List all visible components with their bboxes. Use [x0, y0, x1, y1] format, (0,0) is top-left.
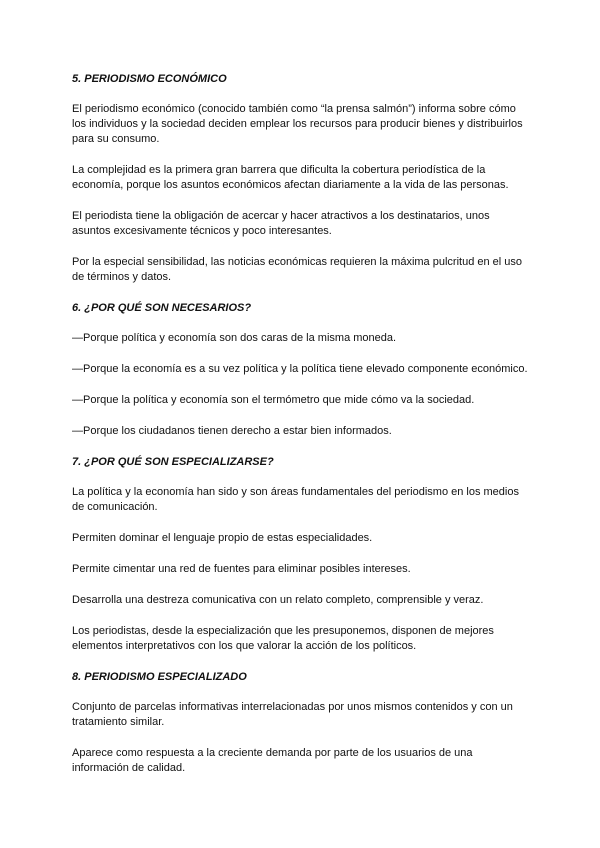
section-por-que-especializarse [72, 455, 528, 654]
paragraph: Los periodistas, desde la especialización que les presuponemos, disponen de mejores elementos interpretativos con los que valorar la acción de los políticos. [72, 625, 494, 652]
section-periodismo-economico [72, 72, 528, 285]
paragraph: La complejidad es la primera gran barrera que dificulta la cobertura periodística de la economía, porque los asuntos económicos afectan diariamente a la vida de las personas. [72, 164, 509, 191]
paragraph: Permiten dominar el lenguaje propio de estas especialidades. [72, 532, 373, 544]
paragraph: Por la especial sensibilidad, las noticias económicas requieren la máxima pulcritud en el uso de términos y datos. [72, 256, 523, 283]
paragraph: Permite cimentar una red de fuentes para eliminar posibles intereses. [72, 563, 411, 575]
paragraph: El periodista tiene la obligación de acercar y hacer atractivos a los destinatarios, unos asuntos excesivamente técnicos y poco interesantes. [72, 210, 490, 237]
list-item: —Porque la economía es a su vez política y la política tiene elevado componente económico. [72, 363, 528, 375]
list-item: —Porque política y economía son dos caras de la misma moneda. [72, 332, 397, 344]
section-heading: 5. PERIODISMO ECONÓMICO [72, 73, 227, 85]
paragraph: La política y la economía han sido y son áreas fundamentales del periodismo en los medios de comunicación. [72, 486, 519, 513]
paragraph: Desarrolla una destreza comunicativa con un relato completo, comprensible y veraz. [72, 594, 484, 606]
section-periodismo-especializado [72, 670, 528, 776]
section-por-que-son-necesarios [72, 301, 528, 439]
paragraph: El periodismo económico (conocido también como “la prensa salmón”) informa sobre cómo los individuos y la sociedad deciden emplear los recursos para producir bienes y distribuirlos para su consumo. [72, 103, 523, 145]
section-heading: 6. ¿POR QUÉ SON NECESARIOS? [72, 302, 252, 314]
section-heading: 8. PERIODISMO ESPECIALIZADO [72, 671, 247, 683]
list-item: —Porque los ciudadanos tienen derecho a estar bien informados. [72, 425, 392, 437]
paragraph: Conjunto de parcelas informativas interrelacionadas por unos mismos contenidos y con un tratamiento similar. [72, 701, 513, 728]
section-heading: 7. ¿POR QUÉ SON ESPECIALIZARSE? [72, 456, 274, 468]
list-item: —Porque la política y economía son el termómetro que mide cómo va la sociedad. [72, 394, 475, 406]
paragraph: Aparece como respuesta a la creciente demanda por parte de los usuarios de una información de calidad. [72, 747, 473, 774]
